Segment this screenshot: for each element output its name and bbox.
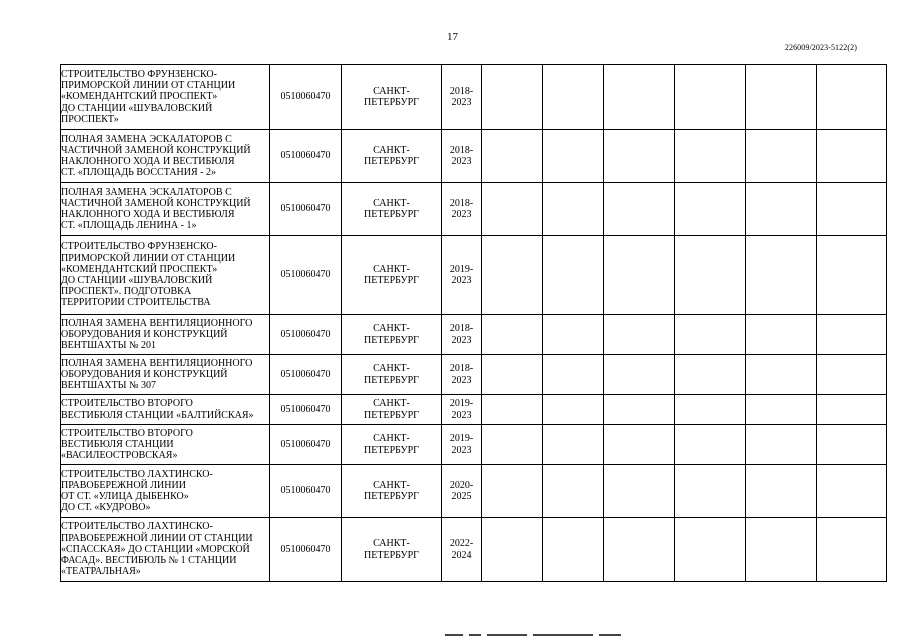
location-cell <box>342 315 442 355</box>
empty-cell <box>482 65 543 130</box>
empty-cell <box>604 355 675 395</box>
object-name-line: ЧАСТИЧНОЙ ЗАМЕНОЙ КОНСТРУКЦИЙ <box>61 144 251 156</box>
empty-cell <box>746 315 817 355</box>
years-line: 2023 <box>451 444 472 456</box>
empty-cell <box>604 65 675 130</box>
object-name-line: ПРИМОРСКОЙ ЛИНИИ ОТ СТАНЦИИ <box>61 252 236 264</box>
empty-cell <box>604 315 675 355</box>
empty-cell <box>543 130 604 183</box>
code-cell: 0510060470 <box>270 315 342 355</box>
object-name-line: ПОЛНАЯ ЗАМЕНА ВЕНТИЛЯЦИОННОГО <box>61 357 253 369</box>
empty-cell <box>482 425 543 465</box>
empty-cell <box>746 130 817 183</box>
empty-cell <box>746 465 817 518</box>
object-name-line: СТРОИТЕЛЬСТВО ЛАХТИНСКО- <box>61 468 213 480</box>
empty-cell <box>675 518 746 582</box>
empty-cell <box>675 465 746 518</box>
empty-cell <box>543 395 604 425</box>
table-row <box>61 355 887 395</box>
object-name-line: ДО СТАНЦИИ «ШУВАЛОВСКИЙ <box>61 275 213 286</box>
years-line: 2022- <box>449 538 474 550</box>
table-row <box>61 65 887 130</box>
empty-cell <box>675 315 746 355</box>
table-row <box>61 130 887 183</box>
object-name-line: ОБОРУДОВАНИЯ И КОНСТРУКЦИЙ <box>61 328 228 340</box>
empty-cell <box>482 130 543 183</box>
years-cell <box>442 236 482 315</box>
location-line: САНКТ- <box>373 323 410 335</box>
location-cell <box>342 395 442 425</box>
object-name-line: СТРОИТЕЛЬСТВО ФРУНЗЕНСКО- <box>61 68 217 80</box>
location-line: ПЕТЕРБУРГ <box>364 156 419 167</box>
empty-cell <box>746 395 817 425</box>
years-line: 2020- <box>449 479 474 491</box>
projects-table <box>60 64 887 582</box>
object-name-line: ФАСАД». ВЕСТИБЮЛЬ № 1 СТАНЦИИ <box>61 555 237 567</box>
years-line: 2023 <box>451 334 472 346</box>
object-name-line: ПОЛНАЯ ЗАМЕНА ЭСКАЛАТОРОВ С <box>61 133 232 145</box>
location-line: ПЕТЕРБУРГ <box>364 275 419 286</box>
empty-cell <box>675 183 746 236</box>
location-line: САНКТ- <box>373 398 410 410</box>
empty-cell <box>746 183 817 236</box>
empty-cell <box>543 183 604 236</box>
years-line: 2018- <box>449 85 474 97</box>
years-line: 2018- <box>449 197 474 209</box>
object-name-line: ПРИМОРСКОЙ ЛИНИИ ОТ СТАНЦИИ <box>61 80 236 92</box>
object-name-line: НАКЛОННОГО ХОДА И ВЕСТИБЮЛЯ <box>61 156 235 167</box>
code-cell: 0510060470 <box>270 130 342 183</box>
years-cell <box>442 183 482 236</box>
table-row <box>61 425 887 465</box>
location-line: ПЕТЕРБУРГ <box>364 374 419 386</box>
location-line: САНКТ- <box>373 363 410 375</box>
object-name-cell <box>61 65 270 130</box>
empty-cell <box>817 65 887 130</box>
empty-cell <box>675 395 746 425</box>
years-cell <box>442 465 482 518</box>
location-line: САНКТ- <box>373 85 410 97</box>
object-name-line: ВЕНТШАХТЫ № 201 <box>61 340 157 352</box>
empty-cell <box>817 465 887 518</box>
location-cell <box>342 518 442 582</box>
object-name-cell <box>61 315 270 355</box>
location-line: ПЕТЕРБУРГ <box>364 209 419 220</box>
years-cell <box>442 518 482 582</box>
empty-cell <box>817 183 887 236</box>
object-name-line: НАКЛОННОГО ХОДА И ВЕСТИБЮЛЯ <box>61 209 235 220</box>
object-name-line: ВЕНТШАХТЫ № 307 <box>61 380 157 392</box>
table-row <box>61 236 887 315</box>
code-cell: 0510060470 <box>270 465 342 518</box>
empty-cell <box>675 355 746 395</box>
object-name-line: ПОЛНАЯ ЗАМЕНА ВЕНТИЛЯЦИОННОГО <box>61 317 253 329</box>
location-line: САНКТ- <box>373 479 410 491</box>
object-name-cell <box>61 465 270 518</box>
empty-cell <box>604 518 675 582</box>
location-line: ПЕТЕРБУРГ <box>364 491 419 502</box>
object-name-line: ВЕСТИБЮЛЯ СТАНЦИИ <box>61 438 174 450</box>
empty-cell <box>817 518 887 582</box>
empty-cell <box>817 130 887 183</box>
years-line: 2023 <box>451 156 472 167</box>
years-cell <box>442 130 482 183</box>
scan-artifact <box>445 634 670 640</box>
object-name-line: СТРОИТЕЛЬСТВО ВТОРОГО <box>61 427 193 439</box>
empty-cell <box>543 518 604 582</box>
location-cell <box>342 183 442 236</box>
empty-cell <box>746 355 817 395</box>
location-cell <box>342 425 442 465</box>
empty-cell <box>604 465 675 518</box>
years-line: 2023 <box>451 374 472 386</box>
empty-cell <box>746 65 817 130</box>
years-cell <box>442 425 482 465</box>
empty-cell <box>543 425 604 465</box>
table-row <box>61 518 887 582</box>
code-cell: 0510060470 <box>270 236 342 315</box>
location-line: САНКТ- <box>373 197 410 209</box>
empty-cell <box>482 518 543 582</box>
empty-cell <box>604 395 675 425</box>
object-name-cell <box>61 518 270 582</box>
location-line: ПЕТЕРБУРГ <box>364 444 419 456</box>
empty-cell <box>482 355 543 395</box>
object-name-line: ОТ СТ. «УЛИЦА ДЫБЕНКО» <box>61 491 189 502</box>
object-name-line: «КОМЕНДАНТСКИЙ ПРОСПЕКТ» <box>61 263 218 275</box>
empty-cell <box>604 183 675 236</box>
object-name-cell <box>61 395 270 425</box>
years-line: 2018- <box>449 144 474 156</box>
empty-cell <box>675 425 746 465</box>
location-line: САНКТ- <box>373 263 410 275</box>
location-cell <box>342 465 442 518</box>
code-cell: 0510060470 <box>270 518 342 582</box>
empty-cell <box>817 355 887 395</box>
object-name-line: «КОМЕНДАНТСКИЙ ПРОСПЕКТ» <box>61 91 218 103</box>
location-cell <box>342 236 442 315</box>
code-cell: 0510060470 <box>270 65 342 130</box>
location-cell <box>342 355 442 395</box>
years-line: 2019- <box>449 398 474 410</box>
object-name-line: ПРАВОБЕРЕЖНОЙ ЛИНИИ <box>61 479 186 491</box>
code-cell: 0510060470 <box>270 395 342 425</box>
table-row <box>61 183 887 236</box>
code-cell: 0510060470 <box>270 183 342 236</box>
empty-cell <box>817 236 887 315</box>
location-line: САНКТ- <box>373 433 410 445</box>
years-cell <box>442 355 482 395</box>
object-name-line: СТ. «ПЛОЩАДЬ ЛЕНИНА - 1» <box>61 220 197 232</box>
table-body <box>61 65 887 582</box>
empty-cell <box>543 465 604 518</box>
empty-cell <box>482 183 543 236</box>
object-name-line: ПОЛНАЯ ЗАМЕНА ЭСКАЛАТОРОВ С <box>61 186 232 198</box>
location-line: ПЕТЕРБУРГ <box>364 549 419 561</box>
object-name-cell <box>61 183 270 236</box>
object-name-line: ДО СТАНЦИИ «ШУВАЛОВСКИЙ <box>61 102 213 114</box>
years-line: 2023 <box>451 409 472 421</box>
years-line: 2018- <box>449 323 474 335</box>
code-cell: 0510060470 <box>270 355 342 395</box>
location-line: ПЕТЕРБУРГ <box>364 409 419 421</box>
empty-cell <box>543 355 604 395</box>
empty-cell <box>746 518 817 582</box>
years-cell <box>442 315 482 355</box>
object-name-line: ПРОСПЕКТ». ПОДГОТОВКА <box>61 286 192 298</box>
object-name-line: «ТЕАТРАЛЬНАЯ» <box>61 566 141 578</box>
empty-cell <box>746 236 817 315</box>
object-name-line: ТЕРРИТОРИИ СТРОИТЕЛЬСТВА <box>61 297 211 309</box>
years-line: 2023 <box>451 275 472 286</box>
code-cell: 0510060470 <box>270 425 342 465</box>
years-line: 2019- <box>449 263 474 275</box>
object-name-line: ВЕСТИБЮЛЯ СТАНЦИИ «БАЛТИЙСКАЯ» <box>61 409 254 421</box>
location-line: САНКТ- <box>373 144 410 156</box>
empty-cell <box>675 65 746 130</box>
table-row <box>61 315 887 355</box>
object-name-cell <box>61 425 270 465</box>
object-name-cell <box>61 355 270 395</box>
empty-cell <box>543 236 604 315</box>
empty-cell <box>543 65 604 130</box>
table-row <box>61 465 887 518</box>
object-name-line: СТРОИТЕЛЬСТВО ВТОРОГО <box>61 398 193 410</box>
object-name-line: СТРОИТЕЛЬСТВО ЛАХТИНСКО- <box>61 521 213 533</box>
empty-cell <box>675 236 746 315</box>
years-line: 2023 <box>451 97 472 108</box>
years-line: 2018- <box>449 363 474 375</box>
years-cell <box>442 395 482 425</box>
empty-cell <box>604 130 675 183</box>
empty-cell <box>604 425 675 465</box>
object-name-line: ЧАСТИЧНОЙ ЗАМЕНОЙ КОНСТРУКЦИЙ <box>61 197 251 209</box>
object-name-line: ПРОСПЕКТ» <box>61 113 119 125</box>
location-line: ПЕТЕРБУРГ <box>364 97 419 108</box>
empty-cell <box>675 130 746 183</box>
location-cell <box>342 130 442 183</box>
object-name-line: СТ. «ПЛОЩАДЬ ВОССТАНИЯ - 2» <box>61 167 217 179</box>
object-name-line: «СПАССКАЯ» ДО СТАНЦИИ «МОРСКОЙ <box>61 543 250 555</box>
location-cell <box>342 65 442 130</box>
empty-cell <box>482 236 543 315</box>
object-name-line: ПРАВОБЕРЕЖНОЙ ЛИНИИ ОТ СТАНЦИИ <box>61 532 253 544</box>
years-line: 2024 <box>451 549 472 561</box>
empty-cell <box>543 315 604 355</box>
years-cell <box>442 65 482 130</box>
empty-cell <box>746 425 817 465</box>
years-line: 2025 <box>451 491 472 502</box>
object-name-line: ДО СТ. «КУДРОВО» <box>61 502 151 514</box>
empty-cell <box>817 315 887 355</box>
empty-cell <box>482 315 543 355</box>
object-name-cell <box>61 236 270 315</box>
object-name-line: «ВАСИЛЕОСТРОВСКАЯ» <box>61 450 178 462</box>
table-row <box>61 395 887 425</box>
years-line: 2019- <box>449 433 474 445</box>
location-line: ПЕТЕРБУРГ <box>364 334 419 346</box>
object-name-line: ОБОРУДОВАНИЯ И КОНСТРУКЦИЙ <box>61 368 228 380</box>
empty-cell <box>817 395 887 425</box>
empty-cell <box>482 395 543 425</box>
empty-cell <box>482 465 543 518</box>
empty-cell <box>604 236 675 315</box>
empty-cell <box>817 425 887 465</box>
years-line: 2023 <box>451 209 472 220</box>
document-code: 226009/2023-5122(2) <box>784 43 857 52</box>
page-number: 17 <box>447 31 458 43</box>
object-name-line: СТРОИТЕЛЬСТВО ФРУНЗЕНСКО- <box>61 241 217 253</box>
object-name-cell <box>61 130 270 183</box>
location-line: САНКТ- <box>373 538 410 550</box>
